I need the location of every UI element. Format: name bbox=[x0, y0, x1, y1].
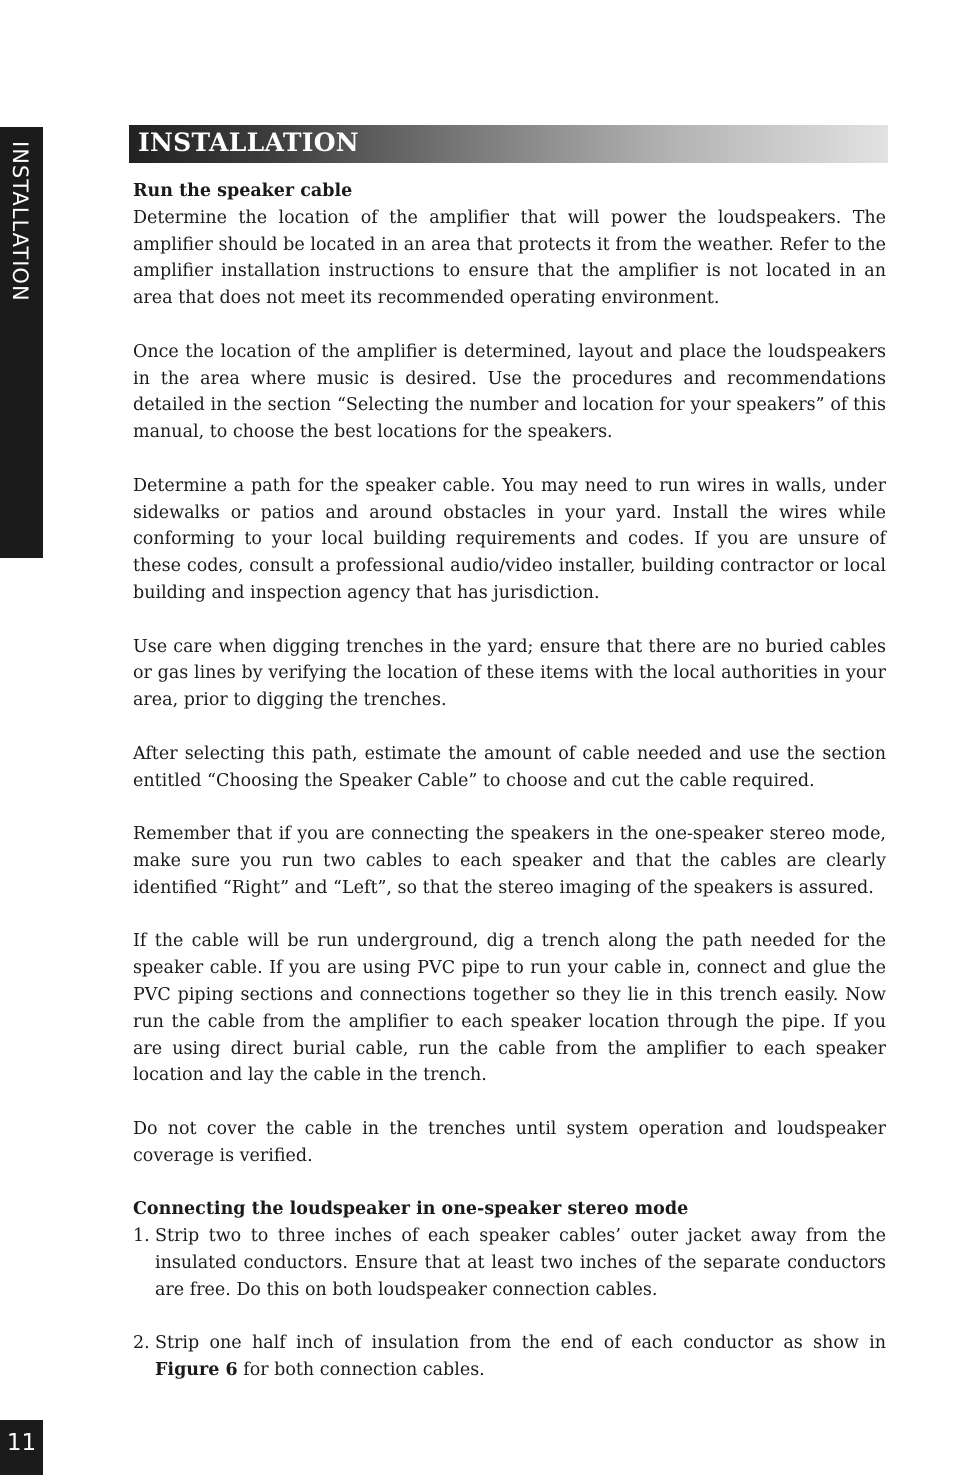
paragraph: Use care when digging trenches in the yard; ensure that there are no buried cables or gas lines by verifying the location of these items with the local authorities in your area, prior to digging the trenches. bbox=[133, 636, 886, 711]
section-heading-connecting: Connecting the loudspeaker in one-speaker stereo mode bbox=[133, 1199, 689, 1220]
list-item bbox=[133, 1330, 886, 1384]
paragraph: Once the location of the amplifier is determined, layout and place the loudspeakers in the area where music is desired. Use the procedures and recommendations detailed in the section “Selecting the number and location for your speakers” of this manual, to choose the best locations for the speakers. bbox=[133, 341, 886, 443]
step-text-tail: for both connection cables. bbox=[237, 1360, 485, 1381]
section-heading-run-cable: Run the speaker cable bbox=[133, 181, 353, 201]
side-tab-label: INSTALLATION bbox=[8, 141, 32, 302]
page-number: 11 bbox=[0, 1420, 43, 1475]
step-text: Strip two to three inches of each speaker cables’ outer jacket away from the insulated conductors. Ensure that at least two inches of the separate conductors are free. Do this on both loudspeaker connection cables. bbox=[155, 1226, 886, 1300]
paragraph: Determine a path for the speaker cable. You may need to run wires in walls, under sidewalks or patios and around obstacles in your yard. Install the wires while conforming to your local building requirements and codes. If you are unsure of these codes, consult a professional audio/video installer, building contractor or local building and inspection agency that has jurisdiction. bbox=[133, 475, 886, 603]
side-tab bbox=[0, 127, 43, 558]
paragraph: Do not cover the cable in the trenches until system operation and loudspeaker coverage is verified. bbox=[133, 1118, 886, 1166]
step-number: 2. bbox=[133, 1333, 150, 1354]
paragraph: Determine the location of the amplifier that will power the loudspeakers. The amplifier should be located in an area that protects it from the weather. Refer to the amplifier installation instructions to ensure that the amplifier is not located in an area that does not meet its recommended operating environment. bbox=[133, 207, 886, 309]
list-item bbox=[133, 1223, 886, 1303]
page-content bbox=[133, 178, 886, 1411]
step-number: 1. bbox=[133, 1226, 150, 1247]
paragraph: Remember that if you are connecting the speakers in the one-speaker stereo mode, make sure you run two cables to each speaker and that the cables are clearly identified “Right” and “Left”, so that the stereo imaging of the speakers is assured. bbox=[133, 824, 886, 898]
paragraph: After selecting this path, estimate the amount of cable needed and use the section entitled “Choosing the Speaker Cable” to choose and cut the cable required. bbox=[133, 743, 886, 791]
paragraph: If the cable will be run underground, dig a trench along the path needed for the speaker cable. If you are using PVC pipe to run your cable in, connect and glue the PVC piping sections and connections together so they lie in this trench easily. Now run the cable from the amplifier to each speaker location through the pipe. If you are using direct burial cable, run the cable from the amplifier to each speaker location and lay the cable in the trench. bbox=[133, 931, 886, 1086]
figure-reference: Figure 6 bbox=[155, 1360, 238, 1381]
section-header-bar bbox=[129, 125, 888, 163]
section-title: INSTALLATION bbox=[138, 128, 359, 157]
step-text: Strip one half inch of insulation from the end of each conductor as show in bbox=[155, 1333, 886, 1354]
steps-list bbox=[133, 1223, 886, 1384]
